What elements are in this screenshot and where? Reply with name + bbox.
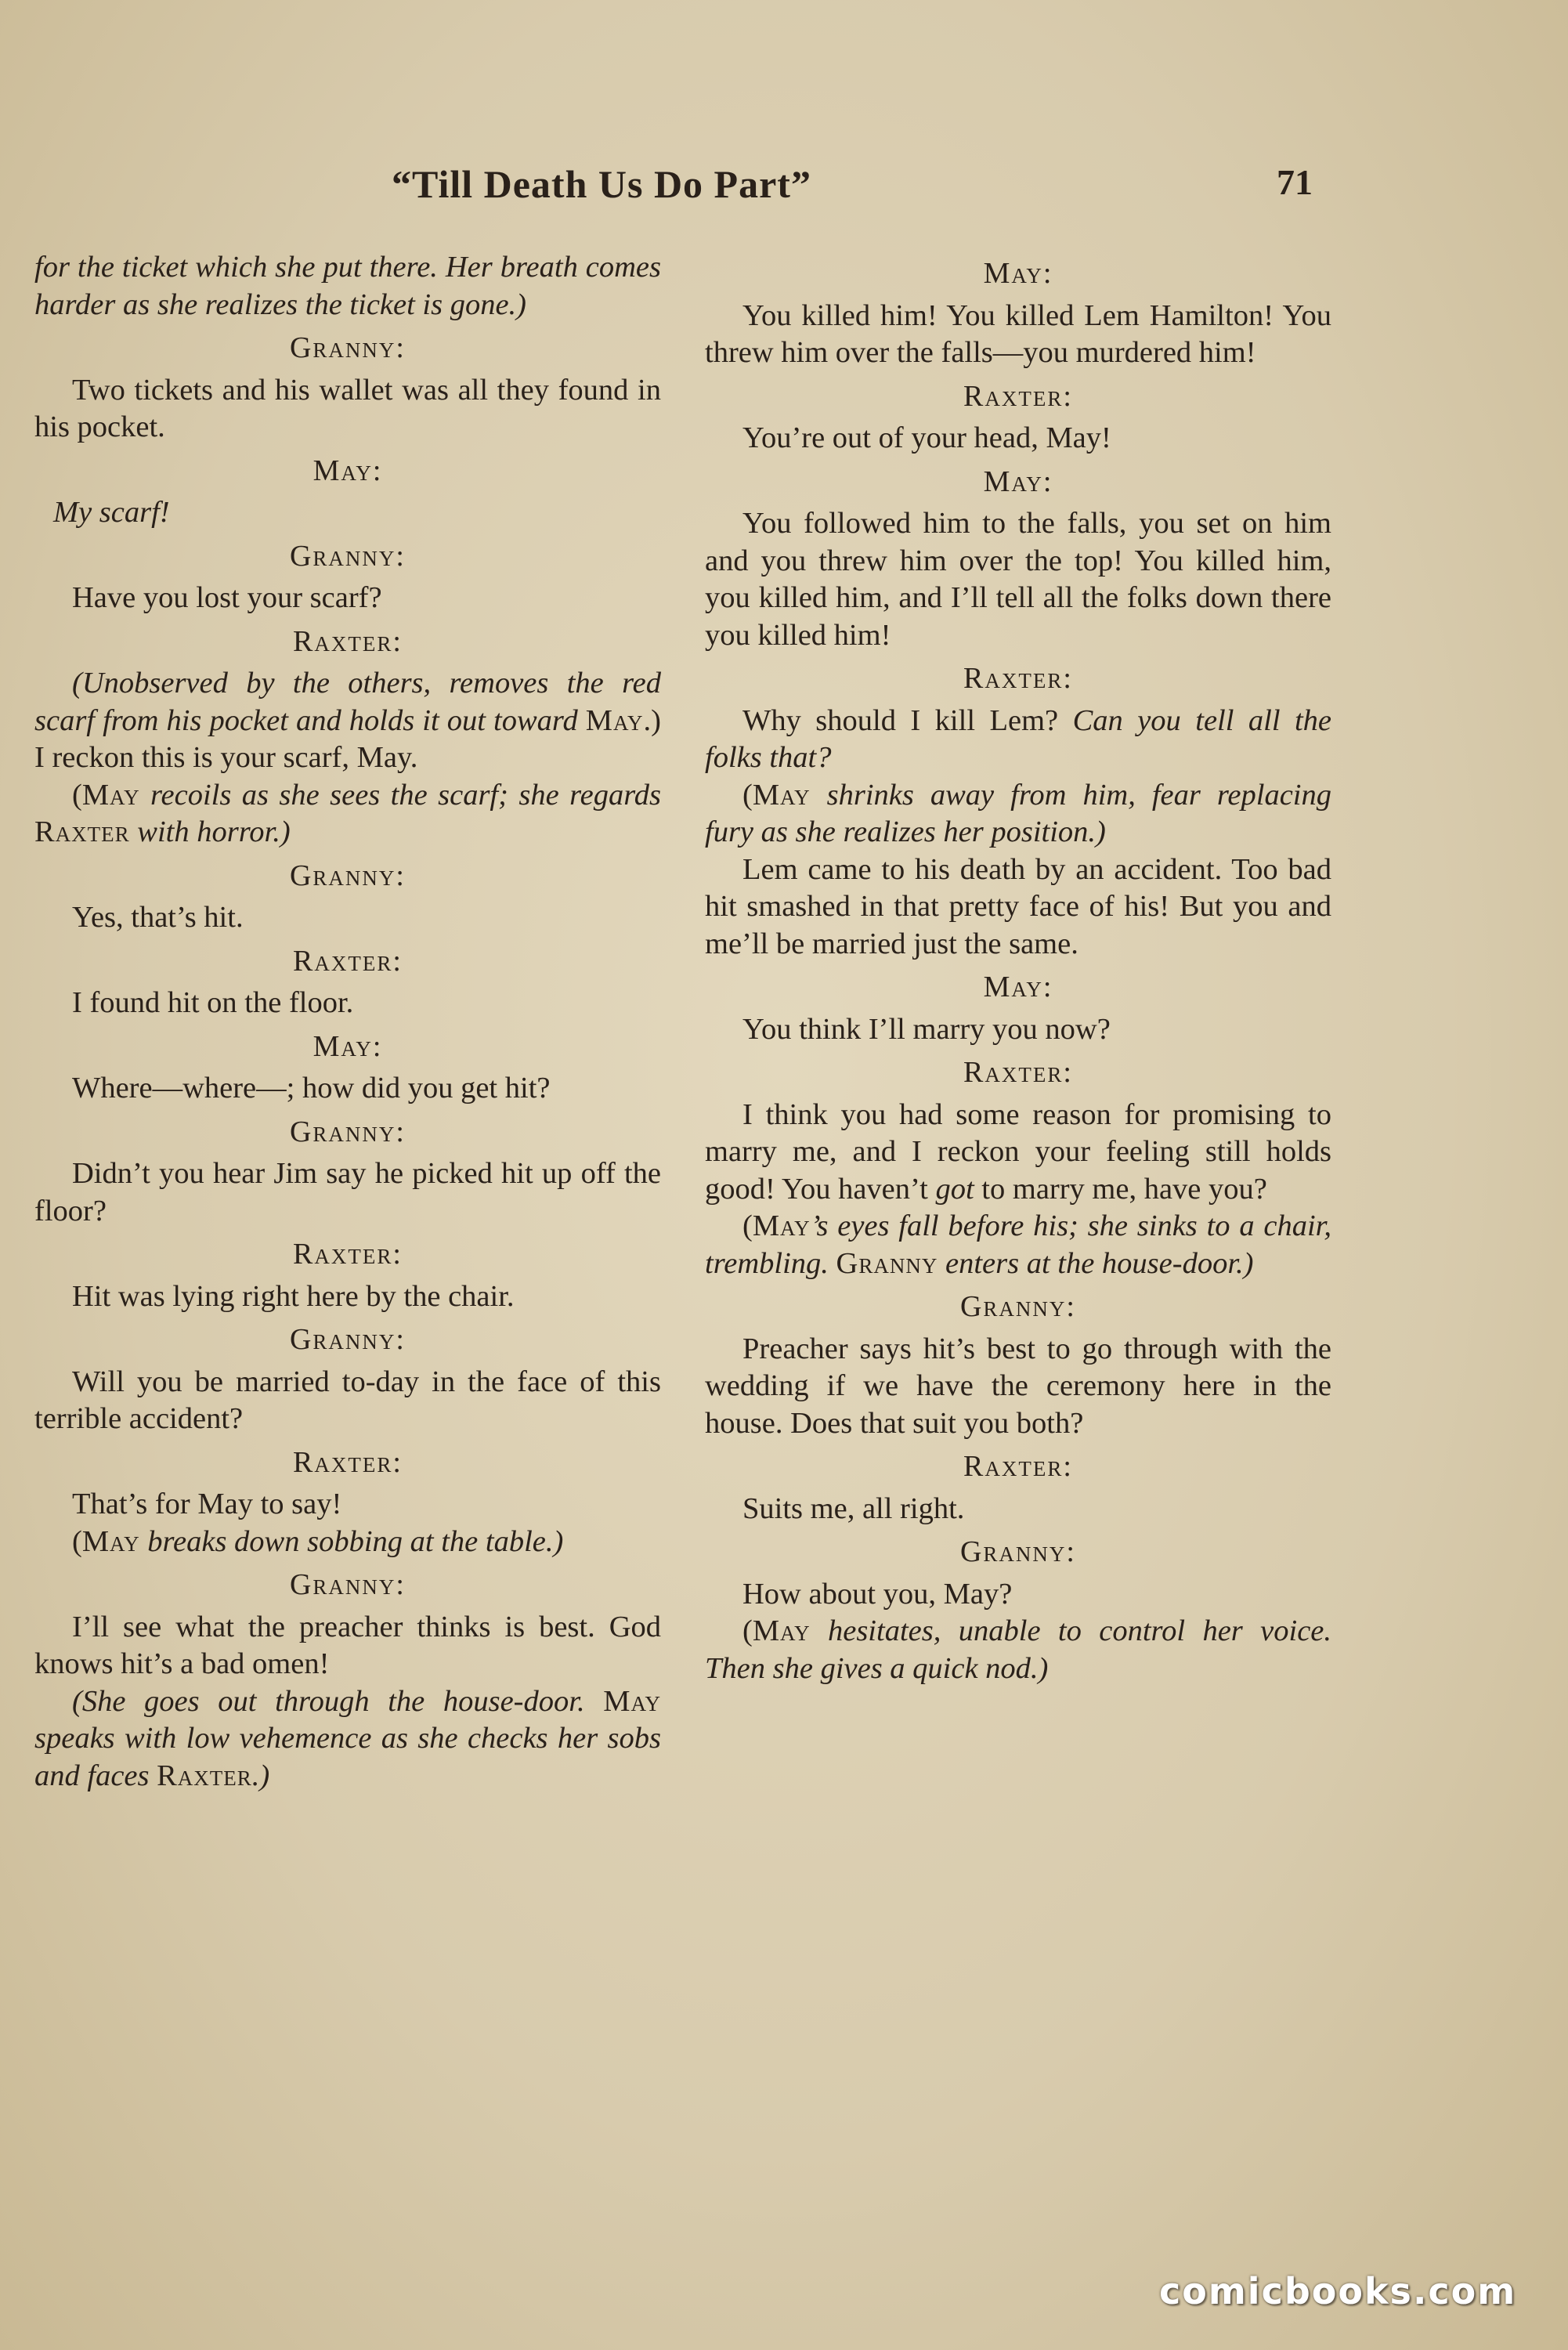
dialogue-text: I think you had some reason for promising to marry me, and I reckon your feeling still holds good! You haven’t (705, 1097, 1331, 1206)
dialogue-text: to marry me, have you? (974, 1172, 1267, 1206)
dialogue-text: I reckon this is your scarf, May. (34, 741, 418, 774)
stage-direction-text: recoils as she sees the scarf; she regards (139, 778, 661, 812)
speaker-name: Raxter: (293, 944, 403, 978)
character-name: May (81, 1524, 140, 1558)
speaker-name: Granny: (289, 1568, 406, 1601)
paren-open: ( (742, 1614, 753, 1647)
page-header (0, 161, 1568, 216)
left-column (34, 249, 661, 1795)
dialogue-line: Have you lost your scarf? (72, 581, 382, 614)
dialogue-line: You followed him to the falls, you set on him and you threw him over the top! You killed him, you killed him, and I’ll tell all the folks down there you killed him! (705, 507, 1331, 652)
speaker-name: Raxter: (963, 1450, 1073, 1483)
speaker-name: Raxter: (293, 624, 403, 658)
stage-direction: (Unobserved by the others, removes the red scarf from his pocket and holds it out toward (34, 667, 661, 737)
stage-direction (705, 1613, 1331, 1687)
stage-direction (705, 1208, 1331, 1282)
dialogue-line: Will you be married to-day in the face of this terrible accident? (34, 1365, 661, 1435)
dialogue-line: That’s for May to say! (72, 1488, 342, 1520)
running-title: “Till Death Us Do Part” (392, 162, 811, 206)
dialogue-line: Where—where—; how did you get hit? (72, 1072, 551, 1104)
character-name: May (585, 703, 644, 737)
dialogue-line: You’re out of your head, May! (742, 421, 1111, 454)
stage-direction-text: (She goes out through the house-door. (72, 1684, 604, 1718)
speaker-name: Granny: (959, 1535, 1076, 1568)
stage-direction (705, 777, 1331, 851)
paren-open: ( (742, 778, 753, 812)
watermark-logo: comicbooks.com (1159, 2270, 1517, 2312)
character-name: May (81, 778, 140, 812)
speaker-name: May: (983, 465, 1053, 498)
page-number: 71 (1277, 162, 1313, 202)
stage-direction-text: .) (251, 1759, 270, 1792)
dialogue-line: Two tickets and his wallet was all they found in his pocket. (34, 373, 661, 443)
dialogue-line: Didn’t you hear Jim say he picked hit up off the floor? (34, 1157, 661, 1227)
dialogue-line: You think I’ll marry you now? (742, 1012, 1111, 1046)
paren-open: ( (72, 778, 82, 812)
speaker-name: Raxter: (963, 662, 1073, 695)
dialogue-line: Hit was lying right here by the chair. (72, 1279, 515, 1313)
stage-direction-text: ’s eyes fall before his; she sinks to a chair, trembling. (705, 1209, 1331, 1280)
speaker-name: Granny: (289, 1323, 406, 1356)
dialogue-line (34, 665, 661, 777)
stage-direction: for the ticket which she put there. Her breath comes harder as she realizes the ticket is gone.) (34, 251, 661, 321)
character-name: Raxter (157, 1759, 252, 1792)
dialogue-italic: Can you tell all the folks that? (705, 703, 1331, 774)
stage-direction-text: enters at the house-door.) (938, 1246, 1254, 1280)
speaker-name: Raxter: (293, 1238, 403, 1271)
speaker-name: Raxter: (963, 379, 1073, 413)
stage-direction-text: shrinks away from him, fear replacing fury as she realizes her position.) (705, 778, 1331, 848)
dialogue-line (705, 1097, 1331, 1209)
dialogue-line: I’ll see what the preacher thinks is best. God knows hit’s a bad omen! (34, 1610, 661, 1680)
speaker-name: May: (313, 454, 383, 487)
dialogue-line: How about you, May? (742, 1577, 1013, 1611)
speaker-name: Raxter: (293, 1445, 403, 1479)
dialogue-line: Suits me, all right. (742, 1491, 965, 1525)
speaker-name: Granny: (959, 1290, 1076, 1323)
character-name: May (752, 1614, 811, 1647)
right-column (705, 249, 1331, 1687)
speaker-name: May: (983, 971, 1053, 1003)
dialogue-line: I found hit on the floor. (72, 986, 354, 1019)
character-name: May (752, 778, 811, 812)
speaker-name: May: (313, 1029, 383, 1063)
stage-direction-text: hesitates, unable to control her voice. Then she gives a quick nod.) (705, 1614, 1331, 1685)
stage-direction (34, 1683, 661, 1795)
stage-direction-text: speaks with low vehemence as she checks her sobs and faces (34, 1722, 661, 1792)
paren-open: ( (72, 1524, 82, 1558)
speaker-name: Granny: (289, 331, 406, 364)
stage-direction-text: with horror.) (129, 815, 291, 848)
dialogue-line: My scarf! (53, 496, 170, 529)
character-name: Granny (836, 1246, 938, 1280)
speaker-name: Granny: (289, 539, 406, 573)
dialogue-line: Lem came to his death by an accident. Too bad hit smashed in that pretty face of his! But you and me’ll be married just the same. (705, 852, 1331, 960)
stage-direction (34, 1524, 661, 1561)
dialogue-line: Yes, that’s hit. (72, 901, 244, 934)
paren-open: ( (742, 1209, 753, 1242)
speaker-name: Raxter: (963, 1056, 1073, 1089)
dialogue-line: You killed him! You killed Lem Hamilton! You threw him over the falls—you murdered him! (705, 298, 1331, 369)
dialogue-italic: got (935, 1172, 974, 1206)
character-name: May (752, 1209, 811, 1242)
speaker-name: Granny: (289, 1115, 406, 1148)
speaker-name: Granny: (289, 859, 406, 892)
dialogue-text: Why should I kill Lem? (742, 703, 1073, 737)
character-name: Raxter (34, 815, 130, 848)
stage-direction-text: breaks down sobbing at the table.) (139, 1524, 564, 1558)
character-name: May (603, 1684, 661, 1718)
stage-direction-close: .) (643, 703, 661, 737)
speaker-name: May: (983, 257, 1053, 290)
dialogue-line: Preacher says hit’s best to go through with the wedding if we have the ceremony here in the house. Does that suit you both? (705, 1332, 1331, 1440)
dialogue-line (705, 703, 1331, 777)
stage-direction (34, 777, 661, 851)
